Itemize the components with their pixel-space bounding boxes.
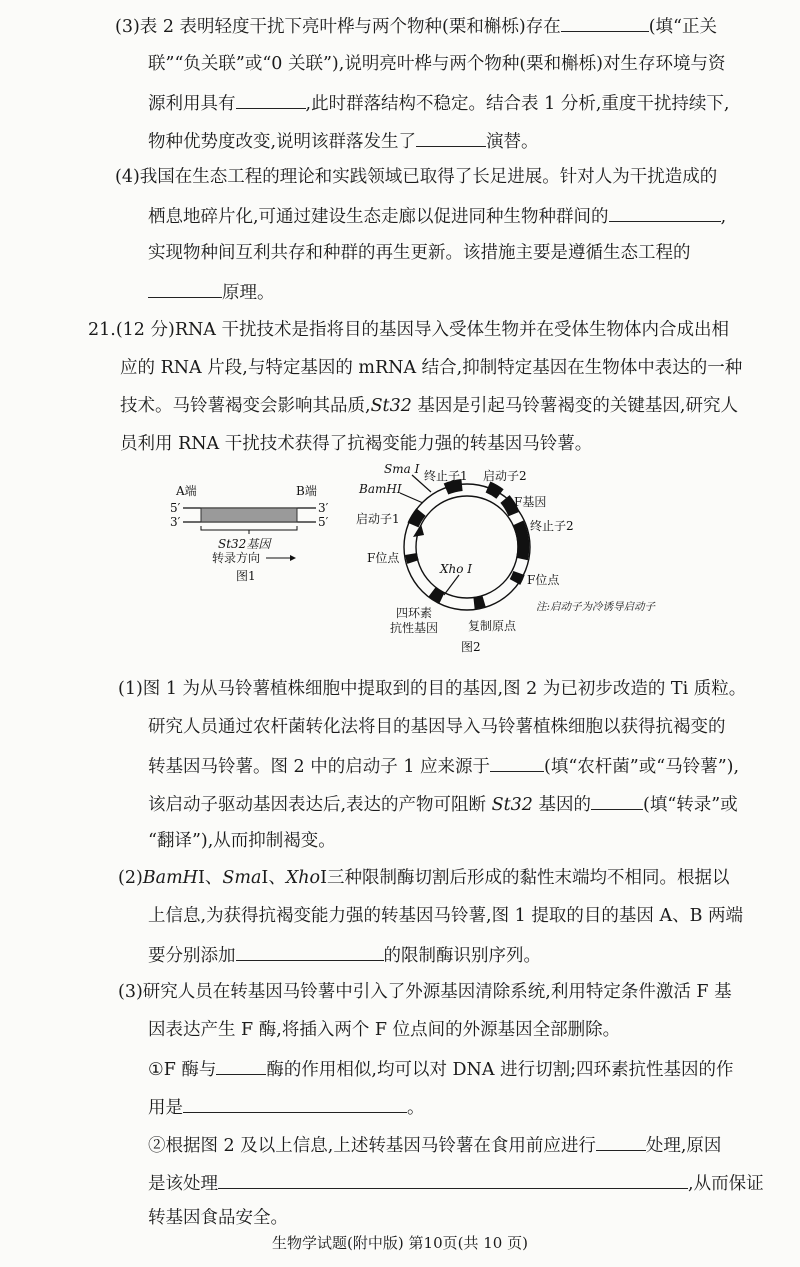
answer-blank[interactable] [218,1170,688,1189]
tet-resistance-label-1: 四环素 [396,606,433,620]
tet-resistance-label-2: 抗性基因 [390,621,439,635]
page-footer: 生物学试题(附中版) 第10页(共 10 页) [272,1234,528,1252]
text: 技术。马铃薯褐变会影响其品质, [120,396,371,416]
q21-intro-line2: 应的 RNA 片段,与特定基因的 mRNA 结合,抑制特定基因在生物体中表达的一种 [120,358,743,378]
b-end-label: B端 [296,484,317,498]
origin-label: 复制原点 [468,619,517,633]
text: 物种优势度改变,说明该群落发生了 [148,132,417,152]
q21-3-line2: 因表达产生 F 酶,将插入两个 F 位点间的外源基因全部删除。 [148,1020,621,1040]
text: (填“转录”或 [643,795,738,815]
promoter1-label: 启动子1 [356,512,400,526]
q21-1-line3 [148,753,739,779]
q20-3-line4 [148,128,539,154]
q21-intro-line1: 21.(12 分)RNA 干扰技术是指将目的基因导入受体生物并在受体生物体内合成出相 [88,320,730,340]
q20-3-line1 [115,13,717,39]
answer-blank[interactable] [490,753,544,772]
answer-blank[interactable] [596,1132,646,1151]
text: ②根据图 2 及以上信息,上述转基因马铃薯在食用前应进行 [148,1136,596,1156]
left-top-5prime: 5′ [170,501,181,515]
right-bottom-5prime: 5′ [318,515,329,529]
text: 用是 [148,1098,183,1118]
text: 处理,原因 [645,1136,722,1156]
promoter1-segment [413,512,421,525]
text: Ⅰ三种限制酶切割后形成的黏性末端均不相同。根据以 [320,868,730,888]
bam-label: BamHⅠ [359,482,402,496]
answer-blank[interactable] [561,13,649,32]
q21-3-line3 [148,1056,733,1082]
arrow-head-icon [290,555,296,561]
tet-resistance-segment [432,592,442,598]
plasmid-inner-ring [416,496,518,598]
q20-4-line4 [148,279,275,305]
text: 源利用具有 [148,94,236,114]
enzyme-name: BamH [142,868,198,888]
q21-intro-line3 [120,394,738,418]
text: 栖息地碎片化,可通过建设生态走廊以促进同种生物种群间的 [148,207,609,227]
f-site-left-label: F位点 [367,551,400,565]
q20-3-line2: 联”“负关联”或“0 关联”),说明亮叶桦与两个物种(栗和槲栎)对生存环境与资 [148,54,726,74]
text: 。 [407,1098,425,1118]
terminator2-label: 终止子2 [530,519,574,533]
text: 该启动子驱动基因表达后,表达的产物可阻断 [148,795,492,815]
text: ①F 酶与 [148,1060,217,1080]
q21-3-line5 [148,1132,721,1158]
right-top-3prime: 3′ [318,501,329,515]
f-site-left-segment [411,554,413,562]
terminator1-segment [446,485,462,489]
q21-2-line1 [118,866,730,890]
text: Ⅰ、 [197,868,223,888]
origin-segment [474,601,484,603]
figure-2-note: 注:启动子为冷诱导启动子 [536,601,656,613]
text: (填“正关 [648,17,717,37]
q21-1-line5: “翻译”),从而抑制褐变。 [148,831,336,851]
f-gene-segment [505,499,514,514]
q20-4-line2 [148,203,726,229]
q20-4-line3: 实现物种间互利共存和种群的再生更新。该措施主要是遵循生态工程的 [148,243,691,263]
text: 酶的作用相似,均可以对 DNA 进行切割;四环素抗性基因的作 [266,1060,734,1080]
terminator2-segment [518,523,523,559]
q21-3-line4 [148,1094,425,1120]
q21-1-line1: (1)图 1 为从马铃薯植株细胞中提取到的目的基因,图 2 为已初步改造的 Ti 质粒。 [118,679,747,699]
q21-1-line4 [148,791,738,817]
q21-3-line7: 转基因食品安全。 [148,1208,288,1228]
q21-2-line2: 上信息,为获得抗褐变能力强的转基因马铃薯,图 1 提取的目的基因 A、B 两端 [148,906,744,926]
xho-site-arrow [444,575,459,595]
text: ,此时群落结构不稳定。结合表 1 分析,重度干扰持续下, [305,94,730,114]
text: (填“农杆菌”或“马铃薯”), [544,757,740,777]
gene-name: St32 [491,795,533,815]
answer-blank[interactable] [216,1056,266,1075]
answer-blank[interactable] [609,203,721,222]
answer-blank[interactable] [236,942,384,961]
text: 是该处理 [148,1174,218,1194]
figure-2-caption: 图2 [461,640,481,654]
st32-gene-region [201,508,297,522]
f-site-right-segment [515,573,519,582]
text: 原理。 [222,283,275,303]
sma-label: Sma Ⅰ [384,462,420,476]
q21-1-line2: 研究人员通过农杆菌转化法将目的基因导入马铃薯植株细胞以获得抗褐变的 [148,717,726,737]
terminator1-label: 终止子1 [424,469,468,483]
text: 基因的 [532,795,591,815]
q21-3-line6 [148,1170,764,1196]
text: 基因是引起马铃薯褐变的关键基因,研究人 [411,396,738,416]
q21-intro-line4: 员利用 RNA 干扰技术获得了抗褐变能力强的转基因马铃薯。 [120,434,593,454]
text: Ⅰ、 [261,868,286,888]
text: 转基因马铃薯。图 2 中的启动子 1 应来源于 [148,757,491,777]
enzyme-name: Sma [222,868,262,888]
text: 演替。 [486,132,539,152]
q21-3-line1: (3)研究人员在转基因马铃薯中引入了外源基因清除系统,利用特定条件激活 F 基 [118,982,732,1002]
figure-1-caption: 图1 [236,569,256,583]
gene-name: St32 [370,396,412,416]
text: (2) [118,868,143,888]
text: , [720,207,727,227]
f-gene-label: F基因 [514,495,547,509]
q20-3-line3 [148,90,729,116]
answer-blank[interactable] [183,1094,407,1113]
text: 的限制酶识别序列。 [383,946,541,966]
bam-site-arrow [400,493,423,503]
text: (3)表 2 表明轻度干扰下亮叶桦与两个物种(栗和槲栎)存在 [115,17,561,37]
answer-blank[interactable] [148,279,222,298]
transcription-direction: 转录方向 [212,551,261,565]
enzyme-name: Xho [285,868,321,888]
gene-bracket [201,526,297,534]
xho-label: Xho Ⅰ [440,562,473,576]
text: ,从而保证 [688,1174,764,1194]
figure-1 [170,483,329,583]
promoter2-label: 启动子2 [483,469,527,483]
a-end-label: A端 [176,484,197,498]
left-bottom-3prime: 3′ [170,515,181,529]
figure-area [0,455,800,655]
answer-blank[interactable] [236,90,306,109]
f-site-right-label: F位点 [527,573,560,587]
q21-2-line3 [148,942,541,968]
st32-gene-label: St32基因 [218,537,271,551]
answer-blank[interactable] [416,128,486,147]
figure-2-plasmid [356,462,657,654]
q20-4-line1: (4)我国在生态工程的理论和实践领域已取得了长足进展。针对人为干扰造成的 [115,167,718,187]
answer-blank[interactable] [591,791,643,810]
promoter2-segment [488,487,500,494]
text: 要分别添加 [148,946,236,966]
